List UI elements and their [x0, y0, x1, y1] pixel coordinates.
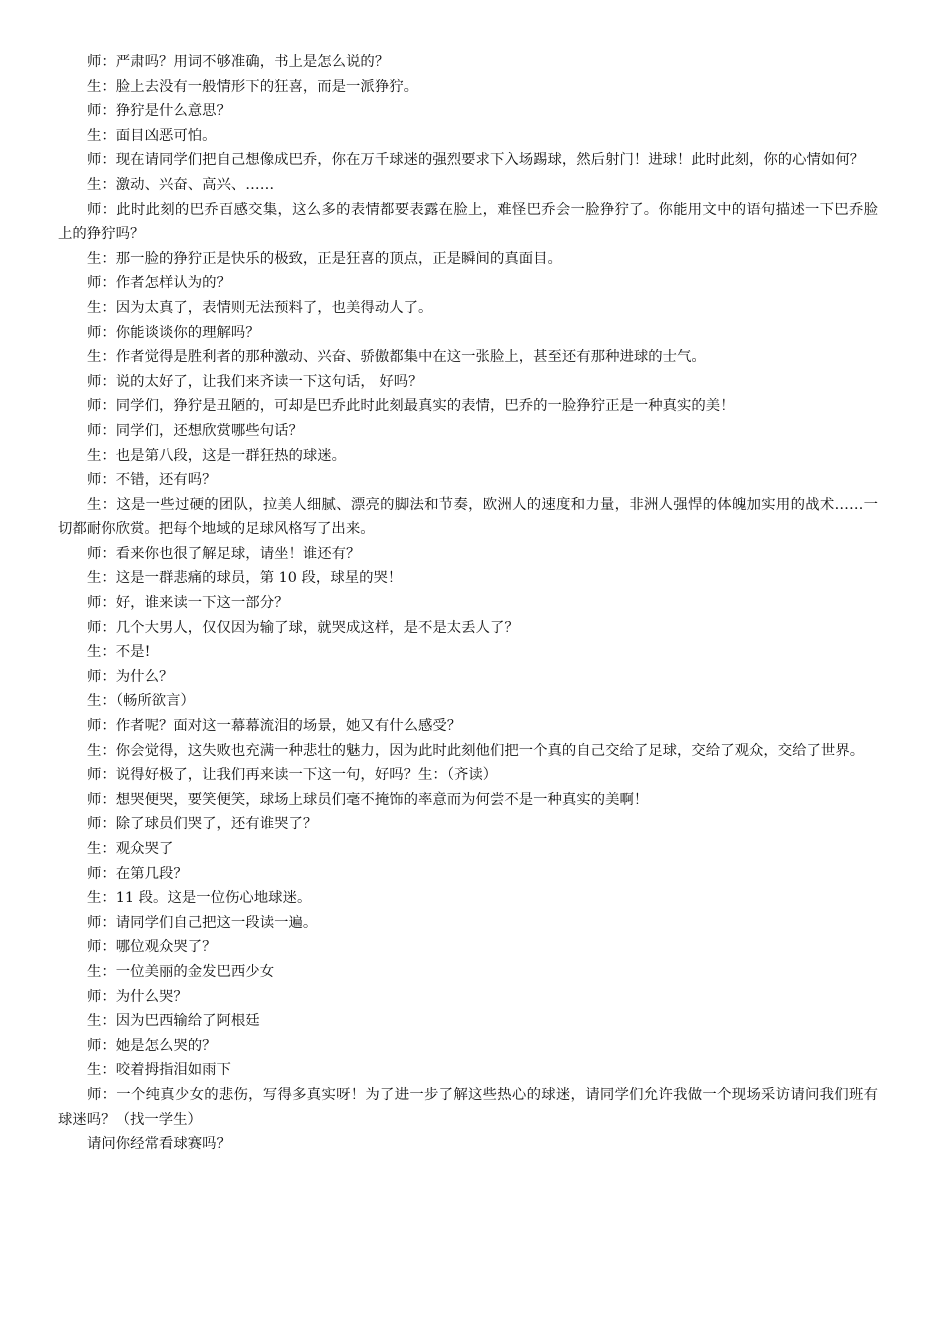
paragraph: 师：说得好极了，让我们再来读一下这一句，好吗？生：（齐读） [87, 767, 498, 784]
paragraph: 师：不错，还有吗？ [87, 472, 217, 489]
paragraph: 师：说的太好了，让我们来齐读一下这句话， 好吗？ [87, 373, 423, 390]
paragraph: 生：激动、兴奋、高兴、…… [87, 176, 275, 193]
paragraph: 师：作者怎样认为的？ [87, 275, 231, 292]
paragraph: 生：这是一群悲痛的球员，第 10 段，球星的哭！ [87, 570, 403, 587]
paragraph: 师：好，谁来读一下这一部分？ [87, 595, 289, 612]
paragraph: 师：你能谈谈你的理解吗？ [87, 324, 260, 341]
paragraph: 师：请同学们自己把这一段读一遍。 [87, 914, 318, 931]
paragraph: 生：因为巴西输给了阿根廷 [87, 1013, 260, 1030]
paragraph: 师：为什么哭？ [87, 988, 188, 1005]
paragraph: 生：观众哭了 [87, 841, 174, 857]
paragraph: 师：在第几段？ [87, 865, 188, 882]
paragraph: 师：狰狞是什么意思？ [87, 103, 231, 120]
paragraph: 生：脸上去没有一般情形下的狂喜，而是一派狰狞。 [87, 78, 418, 95]
paragraph: 生：面目凶恶可怕。 [87, 127, 217, 144]
paragraph: 师：现在请同学们把自己想像成巴乔，你在万千球迷的强烈要求下入场踢球，然后射门！进球！此时此刻，你的心情如何？ [87, 152, 865, 169]
paragraph: 生：那一脸的狰狞正是快乐的极致，正是狂喜的顶点，正是瞬间的真面目。 [87, 250, 562, 267]
paragraph: 生：因为太真了，表情则无法预料了，也美得动人了。 [87, 299, 433, 316]
paragraph: 师：此时此刻的巴乔百感交集，这么多的表情都要表露在脸上，难怪巴乔会一脸狰狞了。你能用文中的语句描述一下巴乔脸上的狰狞吗？ [58, 201, 878, 243]
paragraph: 师：同学们，狰狞是丑陋的，可却是巴乔此时此刻最真实的表情，巴乔的一脸狰狞正是一种真实的美！ [87, 398, 735, 415]
paragraph: 生：11 段。这是一位伤心地球迷。 [87, 890, 312, 907]
paragraph: 生：也是第八段，这是一群狂热的球迷。 [87, 447, 347, 464]
paragraph: 生：作者觉得是胜利者的那种激动、兴奋、骄傲都集中在这一张脸上，甚至还有那种进球的士气。 [87, 349, 706, 366]
paragraph: 师：严肃吗？用词不够准确，书上是怎么说的？ [87, 54, 390, 70]
paragraph: 师：想哭便哭，要笑便笑，球场上球员们毫不掩饰的率意而为何尝不是一种真实的美啊！ [87, 791, 649, 808]
paragraph: 生：咬着拇指泪如雨下 [87, 1062, 231, 1079]
paragraph: 师：作者呢？面对这一幕幕流泪的场景，她又有什么感受？ [87, 718, 462, 735]
paragraph: 师：哪位观众哭了？ [87, 939, 217, 956]
paragraph: 师：她是怎么哭的？ [87, 1037, 217, 1054]
paragraph: 师：为什么？ [87, 668, 174, 685]
paragraph: 师：看来你也很了解足球，请坐！谁还有？ [87, 545, 361, 562]
paragraph: 师：几个大男人，仅仅因为输了球，就哭成这样，是不是太丢人了？ [87, 619, 519, 636]
paragraph: 生：不是! [87, 644, 151, 661]
paragraph: 生：（畅所欲言） [87, 693, 195, 710]
paragraph: 师：一个纯真少女的悲伤，写得多真实呀！为了进一步了解这些热心的球迷，请同学们允许我做一个现场采访请问我们班有球迷吗？（找一学生） [58, 1086, 878, 1128]
paragraph: 生：一位美丽的金发巴西少女 [87, 963, 275, 980]
paragraph: 生：你会觉得，这失败也充满一种悲壮的魅力，因为此时此刻他们把一个真的自己交给了足球，交给了观众，交给了世界。 [87, 742, 865, 759]
paragraph: 师：除了球员们哭了，还有谁哭了？ [87, 816, 318, 833]
document-body [58, 50, 878, 1157]
paragraph: 请问你经常看球赛吗？ [87, 1136, 231, 1153]
paragraph: 生：这是一些过硬的团队，拉美人细腻、漂亮的脚法和节奏，欧洲人的速度和力量，非洲人强悍的体魄加实用的战术……一切都耐你欣赏。把每个地域的足球风格写了出来。 [58, 496, 878, 538]
paragraph: 师：同学们，还想欣赏哪些句话？ [87, 422, 303, 439]
